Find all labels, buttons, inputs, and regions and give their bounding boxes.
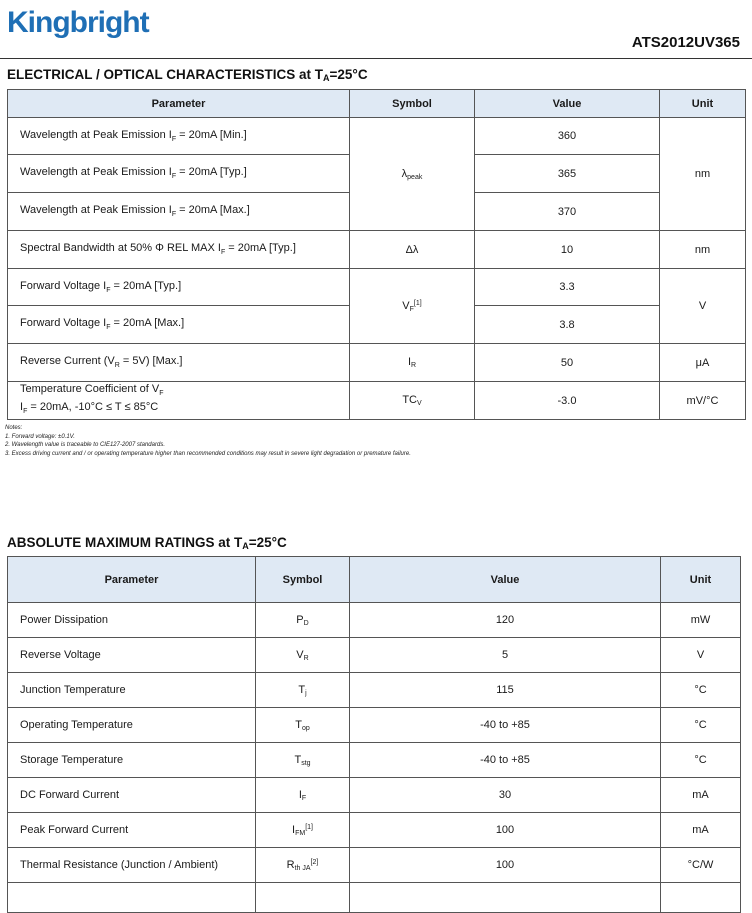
electrical-section-title: ELECTRICAL / OPTICAL CHARACTERISTICS at $T_A=25^\circ C$ <box>7 67 368 83</box>
parameter-cell: Power Dissipation <box>8 603 256 638</box>
symbol-cell: PD <box>256 603 350 638</box>
value-cell: -40 to +85 <box>350 708 661 743</box>
value-cell: 10 <box>475 231 660 269</box>
part-number: ATS2012UV365 <box>631 34 740 51</box>
symbol-cell: Tstg <box>256 743 350 778</box>
parameter-cell: Thermal Resistance (Junction / Ambient) <box>8 848 256 883</box>
table-row <box>8 883 741 913</box>
parameter-cell: Wavelength at Peak Emission $I_F = 20mA$ [Max.] <box>8 193 350 231</box>
unit-cell: nm <box>660 118 746 231</box>
brand-logo: Kingbright <box>7 6 149 39</box>
symbol-cell: Δλ <box>350 231 475 269</box>
value-cell: 3.8 <box>475 306 660 344</box>
value-cell: 370 <box>475 193 660 231</box>
column-header: Parameter <box>8 557 256 603</box>
parameter-cell: Operating Temperature <box>8 708 256 743</box>
parameter-cell: Wavelength at Peak Emission $I_F = 20mA$ [Min.] <box>8 118 350 155</box>
parameter-cell: Junction Temperature <box>8 673 256 708</box>
column-header: Unit <box>660 90 746 118</box>
note-item: 2. Wavelength value is traceable to CIE127-2007 standards. <box>5 442 165 448</box>
value-cell: 50 <box>475 344 660 382</box>
absolute-ratings-section-title: ABSOLUTE MAXIMUM RATINGS at $T_A=25^\circ C$ <box>7 535 287 551</box>
parameter-cell: Peak Forward Current <box>8 813 256 848</box>
value-cell: 120 <box>350 603 661 638</box>
parameter-cell: Reverse Voltage <box>8 638 256 673</box>
table-row <box>8 673 741 708</box>
table-row <box>8 118 746 155</box>
table-row <box>8 743 741 778</box>
symbol-cell: VR <box>256 638 350 673</box>
parameter-cell: Reverse Current $(V_R = 5V)$ [Max.] <box>8 344 350 382</box>
unit-cell: mW <box>661 603 741 638</box>
symbol-cell: Tj <box>256 673 350 708</box>
unit-cell: V <box>660 269 746 344</box>
parameter-cell: Wavelength at Peak Emission $I_F = 20mA$ [Typ.] <box>8 155 350 193</box>
symbol-cell: Top <box>256 708 350 743</box>
table-row <box>8 603 741 638</box>
unit-cell: V <box>661 638 741 673</box>
header-divider <box>0 58 752 59</box>
table-row <box>8 382 746 420</box>
table-row <box>8 638 741 673</box>
value-cell: 30 <box>350 778 661 813</box>
value-cell: 3.3 <box>475 269 660 306</box>
symbol-cell: TCV <box>350 382 475 420</box>
column-header: Value <box>350 557 661 603</box>
unit-cell: μA <box>660 344 746 382</box>
unit-cell: °C <box>661 743 741 778</box>
parameter-cell: Spectral Bandwidth at 50% Φ REL MAX $I_F = 20mA$ [Typ.] <box>8 231 350 269</box>
parameter-cell: Storage Temperature <box>8 743 256 778</box>
unit-cell: nm <box>660 231 746 269</box>
unit-cell: mV/°C <box>660 382 746 420</box>
table-row <box>8 778 741 813</box>
table-header-row <box>8 90 746 118</box>
table-row <box>8 708 741 743</box>
value-cell: 100 <box>350 848 661 883</box>
value-cell: 365 <box>475 155 660 193</box>
empty-cell <box>661 883 741 913</box>
note-item: 1. Forward voltage: ±0.1V. <box>5 433 75 440</box>
value-cell: -40 to +85 <box>350 743 661 778</box>
symbol-cell: Rth JA[2] <box>256 848 350 883</box>
column-header: Parameter <box>8 90 350 118</box>
notes-label: Notes: <box>5 425 23 431</box>
parameter-cell: DC Forward Current <box>8 778 256 813</box>
value-cell: 100 <box>350 813 661 848</box>
notes-block <box>5 424 411 458</box>
table-row <box>8 848 741 883</box>
table-row <box>8 269 746 306</box>
table-row <box>8 344 746 382</box>
parameter-cell: Forward Voltage $I_F = 20mA$ [Max.] <box>8 306 350 344</box>
electrical-characteristics-table <box>7 89 746 420</box>
symbol-cell: IR <box>350 344 475 382</box>
unit-cell: °C <box>661 673 741 708</box>
table-header-row <box>8 557 741 603</box>
table-row <box>8 813 741 848</box>
unit-cell: mA <box>661 813 741 848</box>
empty-cell <box>350 883 661 913</box>
parameter-cell: Temperature Coefficient of $V_F$ $I_F = 20mA$, -10°C ≤ T ≤ 85°C <box>8 382 350 420</box>
value-cell: 360 <box>475 118 660 155</box>
symbol-cell: λpeak <box>350 118 475 231</box>
empty-cell <box>256 883 350 913</box>
column-header: Unit <box>661 557 741 603</box>
column-header: Value <box>475 90 660 118</box>
column-header: Symbol <box>256 557 350 603</box>
note-item: 3. Excess driving current and / or operating temperature higher than recommended conditions may result in severe light degradation or premature failure. <box>5 450 411 457</box>
table-row <box>8 231 746 269</box>
symbol-cell: IF <box>256 778 350 813</box>
empty-cell <box>8 883 256 913</box>
parameter-cell: Forward Voltage $I_F = 20mA$ [Typ.] <box>8 269 350 306</box>
symbol-cell: IFM[1] <box>256 813 350 848</box>
unit-cell: mA <box>661 778 741 813</box>
value-cell: 5 <box>350 638 661 673</box>
column-header: Symbol <box>350 90 475 118</box>
value-cell: 115 <box>350 673 661 708</box>
value-cell: -3.0 <box>475 382 660 420</box>
unit-cell: °C/W <box>661 848 741 883</box>
unit-cell: °C <box>661 708 741 743</box>
symbol-cell: VF[1] <box>350 269 475 344</box>
absolute-maximum-ratings-table <box>7 556 741 913</box>
